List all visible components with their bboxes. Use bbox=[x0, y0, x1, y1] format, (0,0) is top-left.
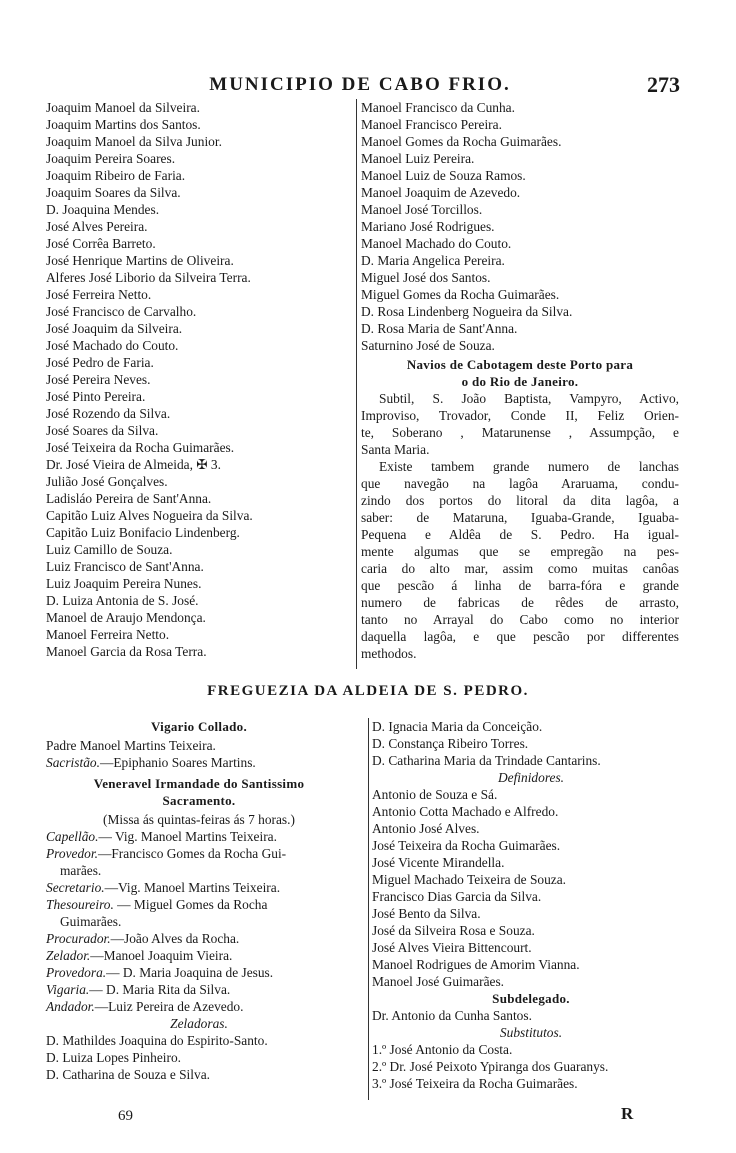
provedora-label: Provedora. bbox=[46, 965, 107, 980]
procurador-name: —João Alves da Rocha. bbox=[110, 931, 240, 946]
andador-label: Andador. bbox=[46, 999, 95, 1014]
gathering-mark: R bbox=[621, 1104, 634, 1123]
text-line: Saturnino José de Souza. bbox=[361, 338, 495, 353]
text-line: José Pereira Neves. bbox=[46, 372, 151, 387]
text-line: D. Mathildes Joaquina do Espirito-Santo. bbox=[46, 1033, 268, 1048]
freguezia-title: FREGUEZIA DA ALDEIA DE S. PEDRO. bbox=[207, 683, 529, 699]
text-line: Capitão Luiz Bonifacio Lindenberg. bbox=[46, 525, 240, 540]
text-line: José Alves Pereira. bbox=[46, 219, 148, 234]
secretario-name: —Vig. Manoel Martins Teixeira. bbox=[104, 880, 281, 895]
text-line: tanto no Arrayal do Cabo como no interior bbox=[361, 612, 679, 627]
text-line: Francisco Dias Garcia da Silva. bbox=[372, 889, 542, 904]
zeladoras-list bbox=[46, 1032, 352, 1083]
text-line: 1.º José Antonio da Costa. bbox=[372, 1042, 513, 1057]
capellao-name: — Vig. Manoel Martins Teixeira. bbox=[98, 829, 277, 844]
text-line: Manoel José Torcillos. bbox=[361, 202, 483, 217]
column-divider bbox=[356, 99, 357, 669]
text-line: Manoel Gomes da Rocha Guimarães. bbox=[361, 134, 562, 149]
text-line: Capitão Luiz Alves Nogueira da Silva. bbox=[46, 508, 253, 523]
thesoureiro-name-cont: Guimarães. bbox=[60, 914, 122, 929]
thesoureiro-name: — Miguel Gomes da Rocha bbox=[113, 897, 268, 912]
andador-entry bbox=[46, 998, 352, 1015]
zelador-label: Zelador. bbox=[46, 948, 91, 963]
text-line: Miguel José dos Santos. bbox=[361, 270, 491, 285]
subdelegado-name: Dr. Antonio da Cunha Santos. bbox=[372, 1008, 532, 1023]
text-line: 3.º José Teixeira da Rocha Guimarães. bbox=[372, 1076, 578, 1091]
text-line: Antonio José Alves. bbox=[372, 821, 480, 836]
page-number: 273 bbox=[647, 72, 680, 97]
text-line: Manoel Francisco da Cunha. bbox=[361, 100, 515, 115]
provedora-entry bbox=[46, 964, 352, 981]
provedor-label: Provedor. bbox=[46, 846, 98, 861]
zelador-entry bbox=[46, 947, 352, 964]
text-line: Santa Maria. bbox=[361, 442, 430, 457]
text-line: D. Luiza Antonia de S. José. bbox=[46, 593, 199, 608]
text-line: mente algumas que se empregão na pes- bbox=[361, 544, 679, 559]
freguezia-right-column bbox=[372, 718, 690, 1092]
irmandade-heading: Veneravel Irmandade do Santissimo bbox=[93, 776, 305, 791]
sacristao-entry bbox=[46, 754, 352, 771]
text-line: Joaquim Manoel da Silveira. bbox=[46, 100, 200, 115]
navios-heading-cont: o do Rio de Janeiro. bbox=[461, 374, 579, 389]
text-line: Ladisláo Pereira de Sant'Anna. bbox=[46, 491, 212, 506]
text-line: Pequena e Aldêa de S. Pedro. Ha igual- bbox=[361, 527, 679, 542]
text-line: Manoel Machado do Couto. bbox=[361, 236, 512, 251]
municipality-title: MUNICIPIO DE CABO FRIO. bbox=[209, 74, 511, 95]
procurador-entry bbox=[46, 930, 352, 947]
text-line: Manoel Luiz Pereira. bbox=[361, 151, 475, 166]
missa-note: (Missa ás quintas-feiras ás 7 horas.) bbox=[103, 812, 295, 827]
signature-mark: 69 bbox=[118, 1108, 133, 1124]
vigaria-label: Vigaria. bbox=[46, 982, 90, 997]
provedor-name: —Francisco Gomes da Rocha Gui- bbox=[97, 846, 287, 861]
text-line: zindo dos portos do litoral da dita lagôa, a bbox=[361, 493, 679, 508]
text-line: José Bento da Silva. bbox=[372, 906, 481, 921]
text-line: D. Catharina de Souza e Silva. bbox=[46, 1067, 210, 1082]
text-line: Manoel Ferreira Netto. bbox=[46, 627, 170, 642]
text-line: D. Maria Angelica Pereira. bbox=[361, 253, 505, 268]
text-line: Joaquim Ribeiro de Faria. bbox=[46, 168, 186, 183]
text-line: Manoel de Araujo Mendonça. bbox=[46, 610, 206, 625]
definidores-list bbox=[372, 786, 690, 990]
text-line: José Soares da Silva. bbox=[46, 423, 159, 438]
provedor-name-cont: marães. bbox=[60, 863, 102, 878]
text-line: Manoel Francisco Pereira. bbox=[361, 117, 502, 132]
sacristao-label: Sacristão. bbox=[46, 755, 100, 770]
thesoureiro-entry bbox=[46, 896, 352, 913]
text-line: D. Rosa Lindenberg Nogueira da Silva. bbox=[361, 304, 573, 319]
subdelegado-heading: Subdelegado. bbox=[492, 991, 570, 1006]
vigario-heading: Vigario Collado. bbox=[150, 719, 248, 734]
secretario-label: Secretario. bbox=[46, 880, 105, 895]
text-line: José Rozendo da Silva. bbox=[46, 406, 171, 421]
text-line: Improviso, Trovador, Conde II, Feliz Orien- bbox=[361, 408, 679, 423]
sacristao-name: —Epiphanio Soares Martins. bbox=[99, 755, 256, 770]
text-line: José Alves Vieira Bittencourt. bbox=[372, 940, 532, 955]
thesoureiro-label: Thesoureiro. bbox=[46, 897, 114, 912]
text-line: Manoel José Guimarães. bbox=[372, 974, 505, 989]
freguezia-left-column bbox=[46, 718, 352, 1083]
vigario-name: Padre Manoel Martins Teixeira. bbox=[46, 738, 216, 753]
text-line: saber: de Mataruna, Iguaba-Grande, Iguaba- bbox=[361, 510, 679, 525]
capellao-entry bbox=[46, 828, 352, 845]
text-line: Luiz Joaquim Pereira Nunes. bbox=[46, 576, 202, 591]
text-line: que navegão na lagôa Araruama, condu- bbox=[361, 476, 679, 491]
text-line: D. Joaquina Mendes. bbox=[46, 202, 160, 217]
text-line: Miguel Machado Teixeira de Souza. bbox=[372, 872, 567, 887]
text-line: Julião José Gonçalves. bbox=[46, 474, 168, 489]
text-line: D. Catharina Maria da Trindade Cantarins. bbox=[372, 753, 601, 768]
lanchas-paragraph bbox=[361, 458, 679, 662]
text-line: Subtil, S. João Baptista, Vampyro, Activo, bbox=[379, 391, 679, 406]
navios-heading: Navios de Cabotagem deste Porto para bbox=[406, 357, 634, 372]
text-line: José Teixeira da Rocha Guimarães. bbox=[46, 440, 235, 455]
text-line: Antonio Cotta Machado e Alfredo. bbox=[372, 804, 559, 819]
procurador-label: Procurador. bbox=[46, 931, 111, 946]
column-divider-lower bbox=[368, 718, 369, 1100]
andador-name: —Luiz Pereira de Azevedo. bbox=[94, 999, 244, 1014]
vigaria-entry bbox=[46, 981, 352, 998]
page-header bbox=[40, 72, 680, 98]
text-line: D. Luiza Lopes Pinheiro. bbox=[46, 1050, 181, 1065]
text-line: José Henrique Martins de Oliveira. bbox=[46, 253, 234, 268]
text-line: daquella lagôa, e que pescão por differentes bbox=[361, 629, 679, 644]
capellao-label: Capellão. bbox=[46, 829, 99, 844]
text-line: caria do alto mar, assim como muitas canôas bbox=[361, 561, 679, 576]
text-line: Manoel Garcia da Rosa Terra. bbox=[46, 644, 207, 659]
text-line: te, Soberano , Matarunense , Assumpção, e bbox=[361, 425, 679, 440]
irmandade-heading-cont: Sacramento. bbox=[162, 793, 236, 808]
text-line: José Teixeira da Rocha Guimarães. bbox=[372, 838, 561, 853]
text-line: Antonio de Souza e Sá. bbox=[372, 787, 498, 802]
text-line: Alferes José Liborio da Silveira Terra. bbox=[46, 270, 251, 285]
zeladoras-heading: Zeladoras. bbox=[170, 1016, 228, 1031]
text-line: D. Ignacia Maria da Conceição. bbox=[372, 719, 543, 734]
text-line: Manoel Joaquim de Azevedo. bbox=[361, 185, 521, 200]
text-line: Joaquim Martins dos Santos. bbox=[46, 117, 201, 132]
text-line: José Vicente Mirandella. bbox=[372, 855, 505, 870]
navios-paragraph bbox=[361, 390, 679, 458]
secretario-entry bbox=[46, 879, 352, 896]
text-line: José Francisco de Carvalho. bbox=[46, 304, 197, 319]
text-line: José Corrêa Barreto. bbox=[46, 236, 156, 251]
vigaria-name: — D. Maria Rita da Silva. bbox=[89, 982, 231, 997]
text-line: José da Silveira Rosa e Souza. bbox=[372, 923, 535, 938]
text-line: José Pinto Pereira. bbox=[46, 389, 146, 404]
substitutos-list bbox=[372, 1041, 690, 1092]
cabo-frio-left-column bbox=[46, 99, 352, 660]
text-line: Luiz Francisco de Sant'Anna. bbox=[46, 559, 204, 574]
definidores-heading: Definidores. bbox=[497, 770, 565, 785]
text-line: D. Rosa Maria de Sant'Anna. bbox=[361, 321, 518, 336]
cabo-frio-right-column bbox=[361, 99, 679, 662]
text-line: D. Constança Ribeiro Torres. bbox=[372, 736, 529, 751]
text-line: Luiz Camillo de Souza. bbox=[46, 542, 173, 557]
text-line: Dr. José Vieira de Almeida, ✠ 3. bbox=[46, 457, 221, 472]
text-line: Existe tambem grande numero de lanchas bbox=[379, 459, 679, 474]
text-line: Manoel Luiz de Souza Ramos. bbox=[361, 168, 526, 183]
provedor-entry bbox=[46, 845, 352, 862]
provedora-name: — D. Maria Joaquina de Jesus. bbox=[106, 965, 274, 980]
text-line: José Ferreira Netto. bbox=[46, 287, 152, 302]
text-line: 2.º Dr. José Peixoto Ypiranga dos Guaranys. bbox=[372, 1059, 609, 1074]
text-line: Manoel Rodrigues de Amorim Vianna. bbox=[372, 957, 580, 972]
zelador-name: —Manoel Joaquim Vieira. bbox=[90, 948, 233, 963]
text-line: Joaquim Soares da Silva. bbox=[46, 185, 181, 200]
text-line: José Pedro de Faria. bbox=[46, 355, 154, 370]
text-line: Joaquim Pereira Soares. bbox=[46, 151, 176, 166]
text-line: methodos. bbox=[361, 646, 417, 661]
text-line: José Joaquim da Silveira. bbox=[46, 321, 183, 336]
text-line: numero de fabricas de rêdes de arrasto, bbox=[361, 595, 679, 610]
text-line: Miguel Gomes da Rocha Guimarães. bbox=[361, 287, 560, 302]
text-line: Mariano José Rodrigues. bbox=[361, 219, 495, 234]
text-line: Joaquim Manoel da Silva Junior. bbox=[46, 134, 222, 149]
substitutos-heading: Substitutos. bbox=[499, 1025, 563, 1040]
text-line: que pescão á linha de barra-fóra e grande bbox=[361, 578, 679, 593]
text-line: José Machado do Couto. bbox=[46, 338, 179, 353]
